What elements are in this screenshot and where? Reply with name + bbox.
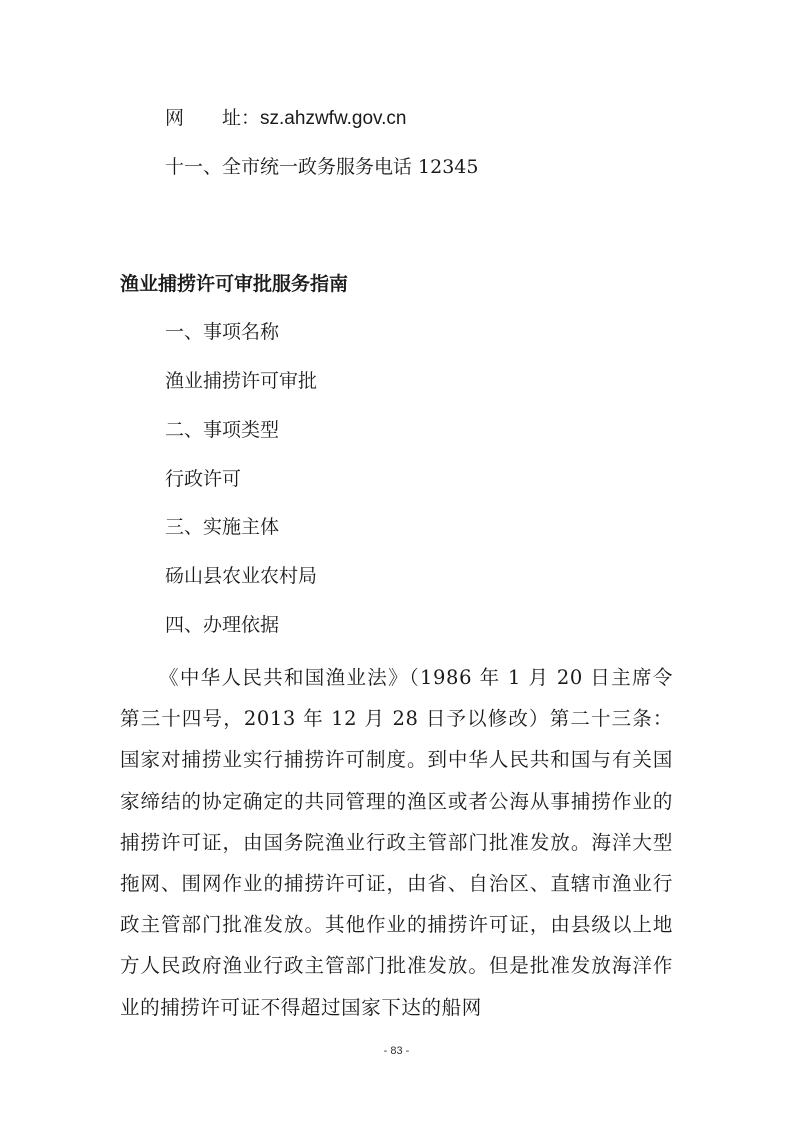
section-heading-legal-basis: 四、办理依据 [165, 614, 280, 636]
section-heading-item-name: 一、事项名称 [165, 321, 280, 343]
section-content-item-type: 行政许可 [165, 468, 242, 490]
section-content-item-name: 渔业捕捞许可审批 [165, 370, 318, 392]
hotline-line: 十一、全市统一政务服务电话 12345 [165, 156, 479, 178]
page-number: - 83 - [383, 1045, 410, 1057]
website-line [165, 106, 406, 131]
section-heading-implementing-body: 三、实施主体 [165, 516, 280, 538]
website-label-b: 址： [222, 107, 261, 129]
legal-basis-paragraph: 《中华人民共和国渔业法》（1986 年 1 月 20 日主席令第三十四号，2013 年 12 月 28 日予以修改）第二十三条：国家对捕捞业实行捕捞许可制度。到中华人民共和国与有关国家缔结的协定确定的共同管理的渔区或者公海从事捕捞作业的捕捞许可证，由国务院渔业行政主管部门批准发放。海洋大型拖网、围网作业的捕捞许可证，由省、自治区、直辖市渔业行政主管部门批准发放。其他作业的捕捞许可证，由县级以上地方人民政府渔业行政主管部门批准发放。但是批准发放海洋作业的捕捞许可证不得超过国家下达的船网 [120, 666, 673, 1019]
website-label-a: 网 [165, 107, 185, 129]
website-url: sz.ahzwfw.gov.cn [260, 108, 407, 129]
guide-title: 渔业捕捞许可审批服务指南 [120, 273, 349, 295]
section-heading-item-type: 二、事项类型 [165, 419, 280, 441]
section-content-implementing-body: 砀山县农业农村局 [165, 565, 318, 587]
